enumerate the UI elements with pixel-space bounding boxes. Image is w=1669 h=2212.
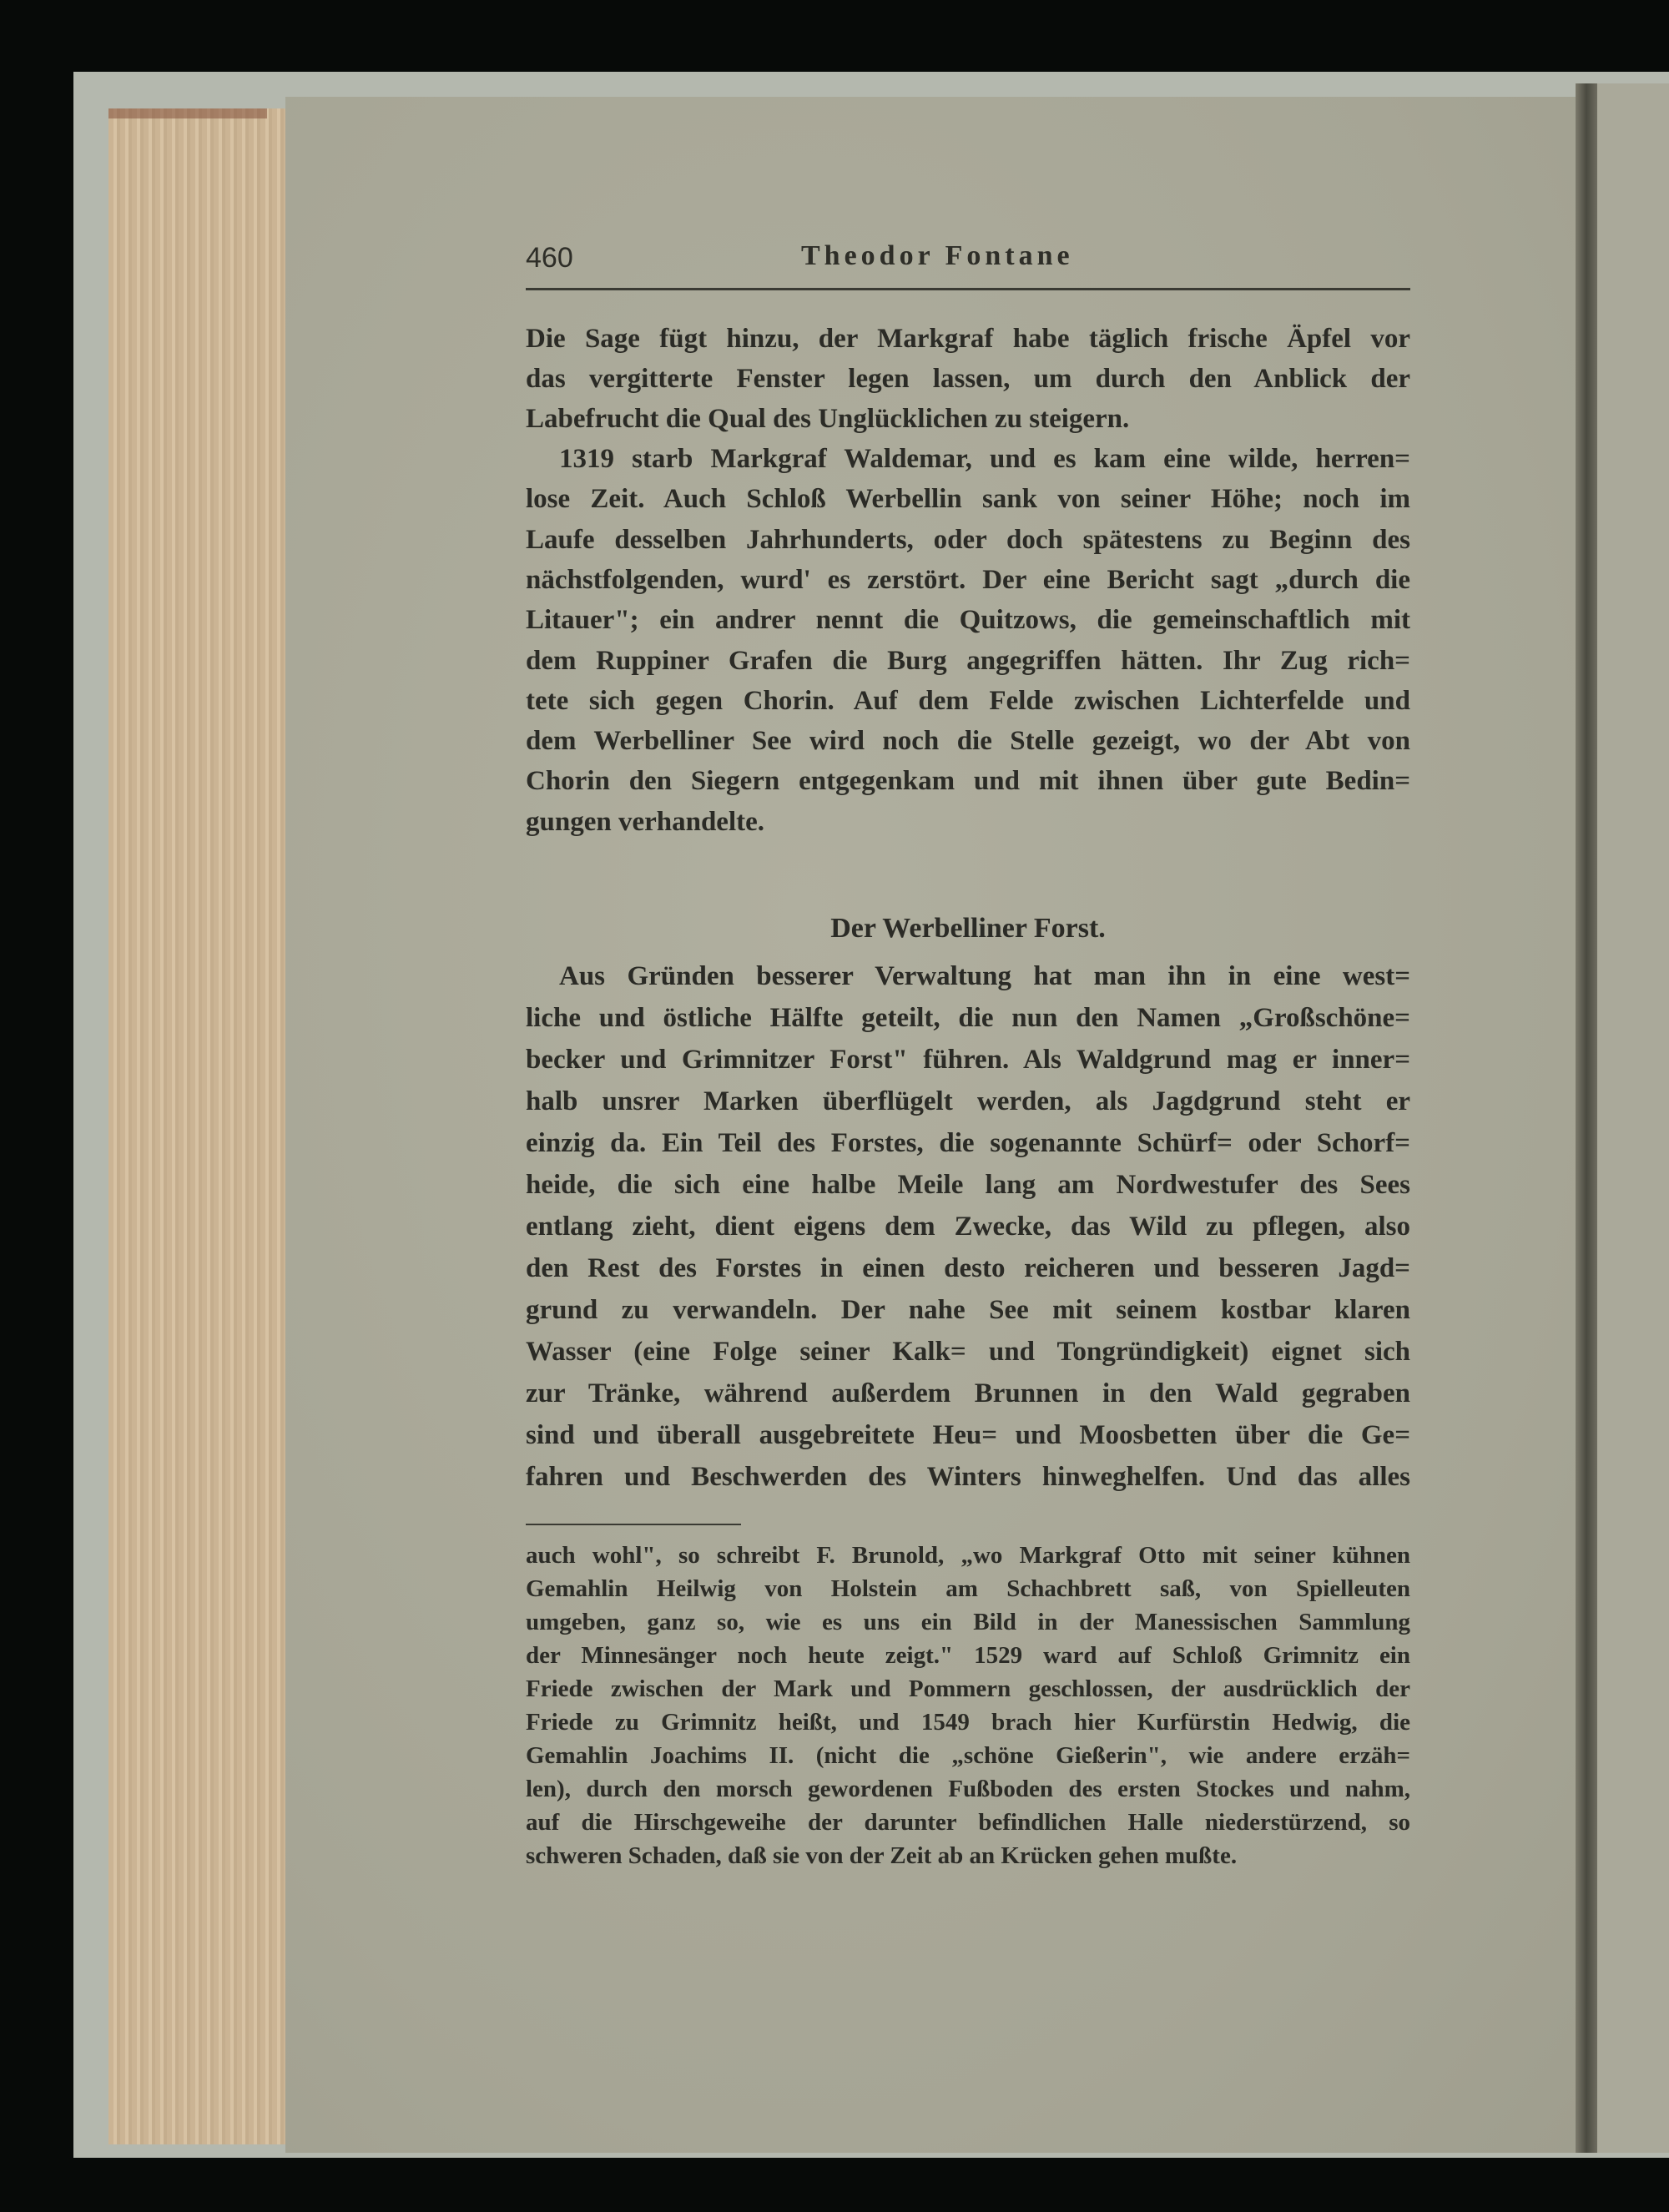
section-heading: Der Werbelliner Forst. (830, 913, 1106, 944)
text-line: 1319 starb Markgraf Waldemar, und es kam eine wilde, herren= (559, 444, 1410, 474)
text-line: zur Tränke, während außerdem Brunnen in den Wald gegraben (526, 1378, 1410, 1408)
text-line: grund zu verwandeln. Der nahe See mit seinem kostbar klaren (526, 1295, 1410, 1325)
footnote-line: Gemahlin Joachims II. (nicht die „schöne Gießerin", wie andere erzäh= (526, 1742, 1410, 1769)
book-gutter (1576, 83, 1597, 2153)
footnote-rule (526, 1524, 741, 1525)
text-line: gungen verhandelte. (526, 806, 765, 837)
footnote-line: len), durch den morsch gewordenen Fußboden des ersten Stockes und nahm, (526, 1776, 1410, 1802)
text-line: sind und überall ausgebreitete Heu= und Moosbetten über die Ge= (526, 1420, 1410, 1450)
page-fore-edge (108, 108, 285, 2144)
text-line: dem Werbelliner See wird noch die Stelle gezeigt, wo der Abt von (526, 726, 1410, 757)
text-line: nächstfolgenden, wurd' es zerstört. Der eine Bericht sagt „durch die (526, 564, 1410, 595)
footnote-line: Gemahlin Heilwig von Holstein am Schachbrett saß, von Spielleuten (526, 1575, 1410, 1602)
footnote-line: auf die Hirschgeweihe der darunter befindlichen Halle niederstürzend, so (526, 1809, 1410, 1836)
text-line: das vergitterte Fenster legen lassen, um durch den Anblick der (526, 364, 1410, 394)
footnote-line: umgeben, ganz so, wie es uns ein Bild in der Manessischen Sammlung (526, 1609, 1410, 1635)
footnote-line: der Minnesänger noch heute zeigt." 1529 ward auf Schloß Grimnitz ein (526, 1642, 1410, 1669)
text-line: Aus Gründen besserer Verwaltung hat man ihn in eine west= (559, 961, 1410, 991)
text-line: Wasser (eine Folge seiner Kalk= und Tongründigkeit) eignet sich (526, 1337, 1410, 1367)
footnote-line: auch wohl", so schreibt F. Brunold, „wo Markgraf Otto mit seiner kühnen (526, 1542, 1410, 1569)
text-line: einzig da. Ein Teil des Forstes, die sogenannte Schürf= oder Schorf= (526, 1128, 1410, 1158)
text-line: heide, die sich eine halbe Meile lang am Nordwestufer des Sees (526, 1170, 1410, 1200)
text-line: halb unsrer Marken überflügelt werden, als Jagdgrund steht er (526, 1086, 1410, 1116)
text-line: becker und Grimnitzer Forst" führen. Als Waldgrund mag er inner= (526, 1045, 1410, 1075)
text-line: lose Zeit. Auch Schloß Werbellin sank von seiner Höhe; noch im (526, 484, 1410, 515)
text-line: dem Ruppiner Grafen die Burg angegriffen hätten. Ihr Zug rich= (526, 645, 1410, 676)
footnote-line: Friede zu Grimnitz heißt, und 1549 brach hier Kurfürstin Hedwig, die (526, 1709, 1410, 1736)
footnote-line: Friede zwischen der Mark und Pommern geschlossen, der ausdrücklich der (526, 1675, 1410, 1702)
text-line: tete sich gegen Chorin. Auf dem Felde zwischen Lichterfelde und (526, 685, 1410, 716)
text-line: Die Sage fügt hinzu, der Markgraf habe täglich frische Äpfel vor (526, 324, 1410, 354)
text-line: entlang zieht, dient eigens dem Zwecke, das Wild zu pflegen, also (526, 1212, 1410, 1242)
text-line: Labefrucht die Qual des Unglücklichen zu steigern. (526, 404, 1130, 434)
text-line: Laufe desselben Jahrhunderts, oder doch spätestens zu Beginn des (526, 524, 1410, 555)
text-line: den Rest des Forstes in einen desto reicheren und besseren Jagd= (526, 1253, 1410, 1283)
text-line: liche und östliche Hälfte geteilt, die nun den Namen „Großschöne= (526, 1003, 1410, 1033)
facing-page-edge (1597, 83, 1669, 2153)
page-number: 460 (526, 242, 573, 274)
text-line: fahren und Beschwerden des Winters hinweghelfen. Und das alles (526, 1462, 1410, 1492)
text-line: Litauer"; ein andrer nennt die Quitzows, die gemeinschaftlich mit (526, 605, 1410, 636)
header-rule (526, 288, 1410, 290)
text-line: Chorin den Siegern entgegenkam und mit ihnen über gute Bedin= (526, 766, 1410, 797)
footnote-line: schweren Schaden, daß sie von der Zeit ab an Krücken gehen mußte. (526, 1842, 1238, 1869)
running-title: Theodor Fontane (801, 240, 1074, 271)
